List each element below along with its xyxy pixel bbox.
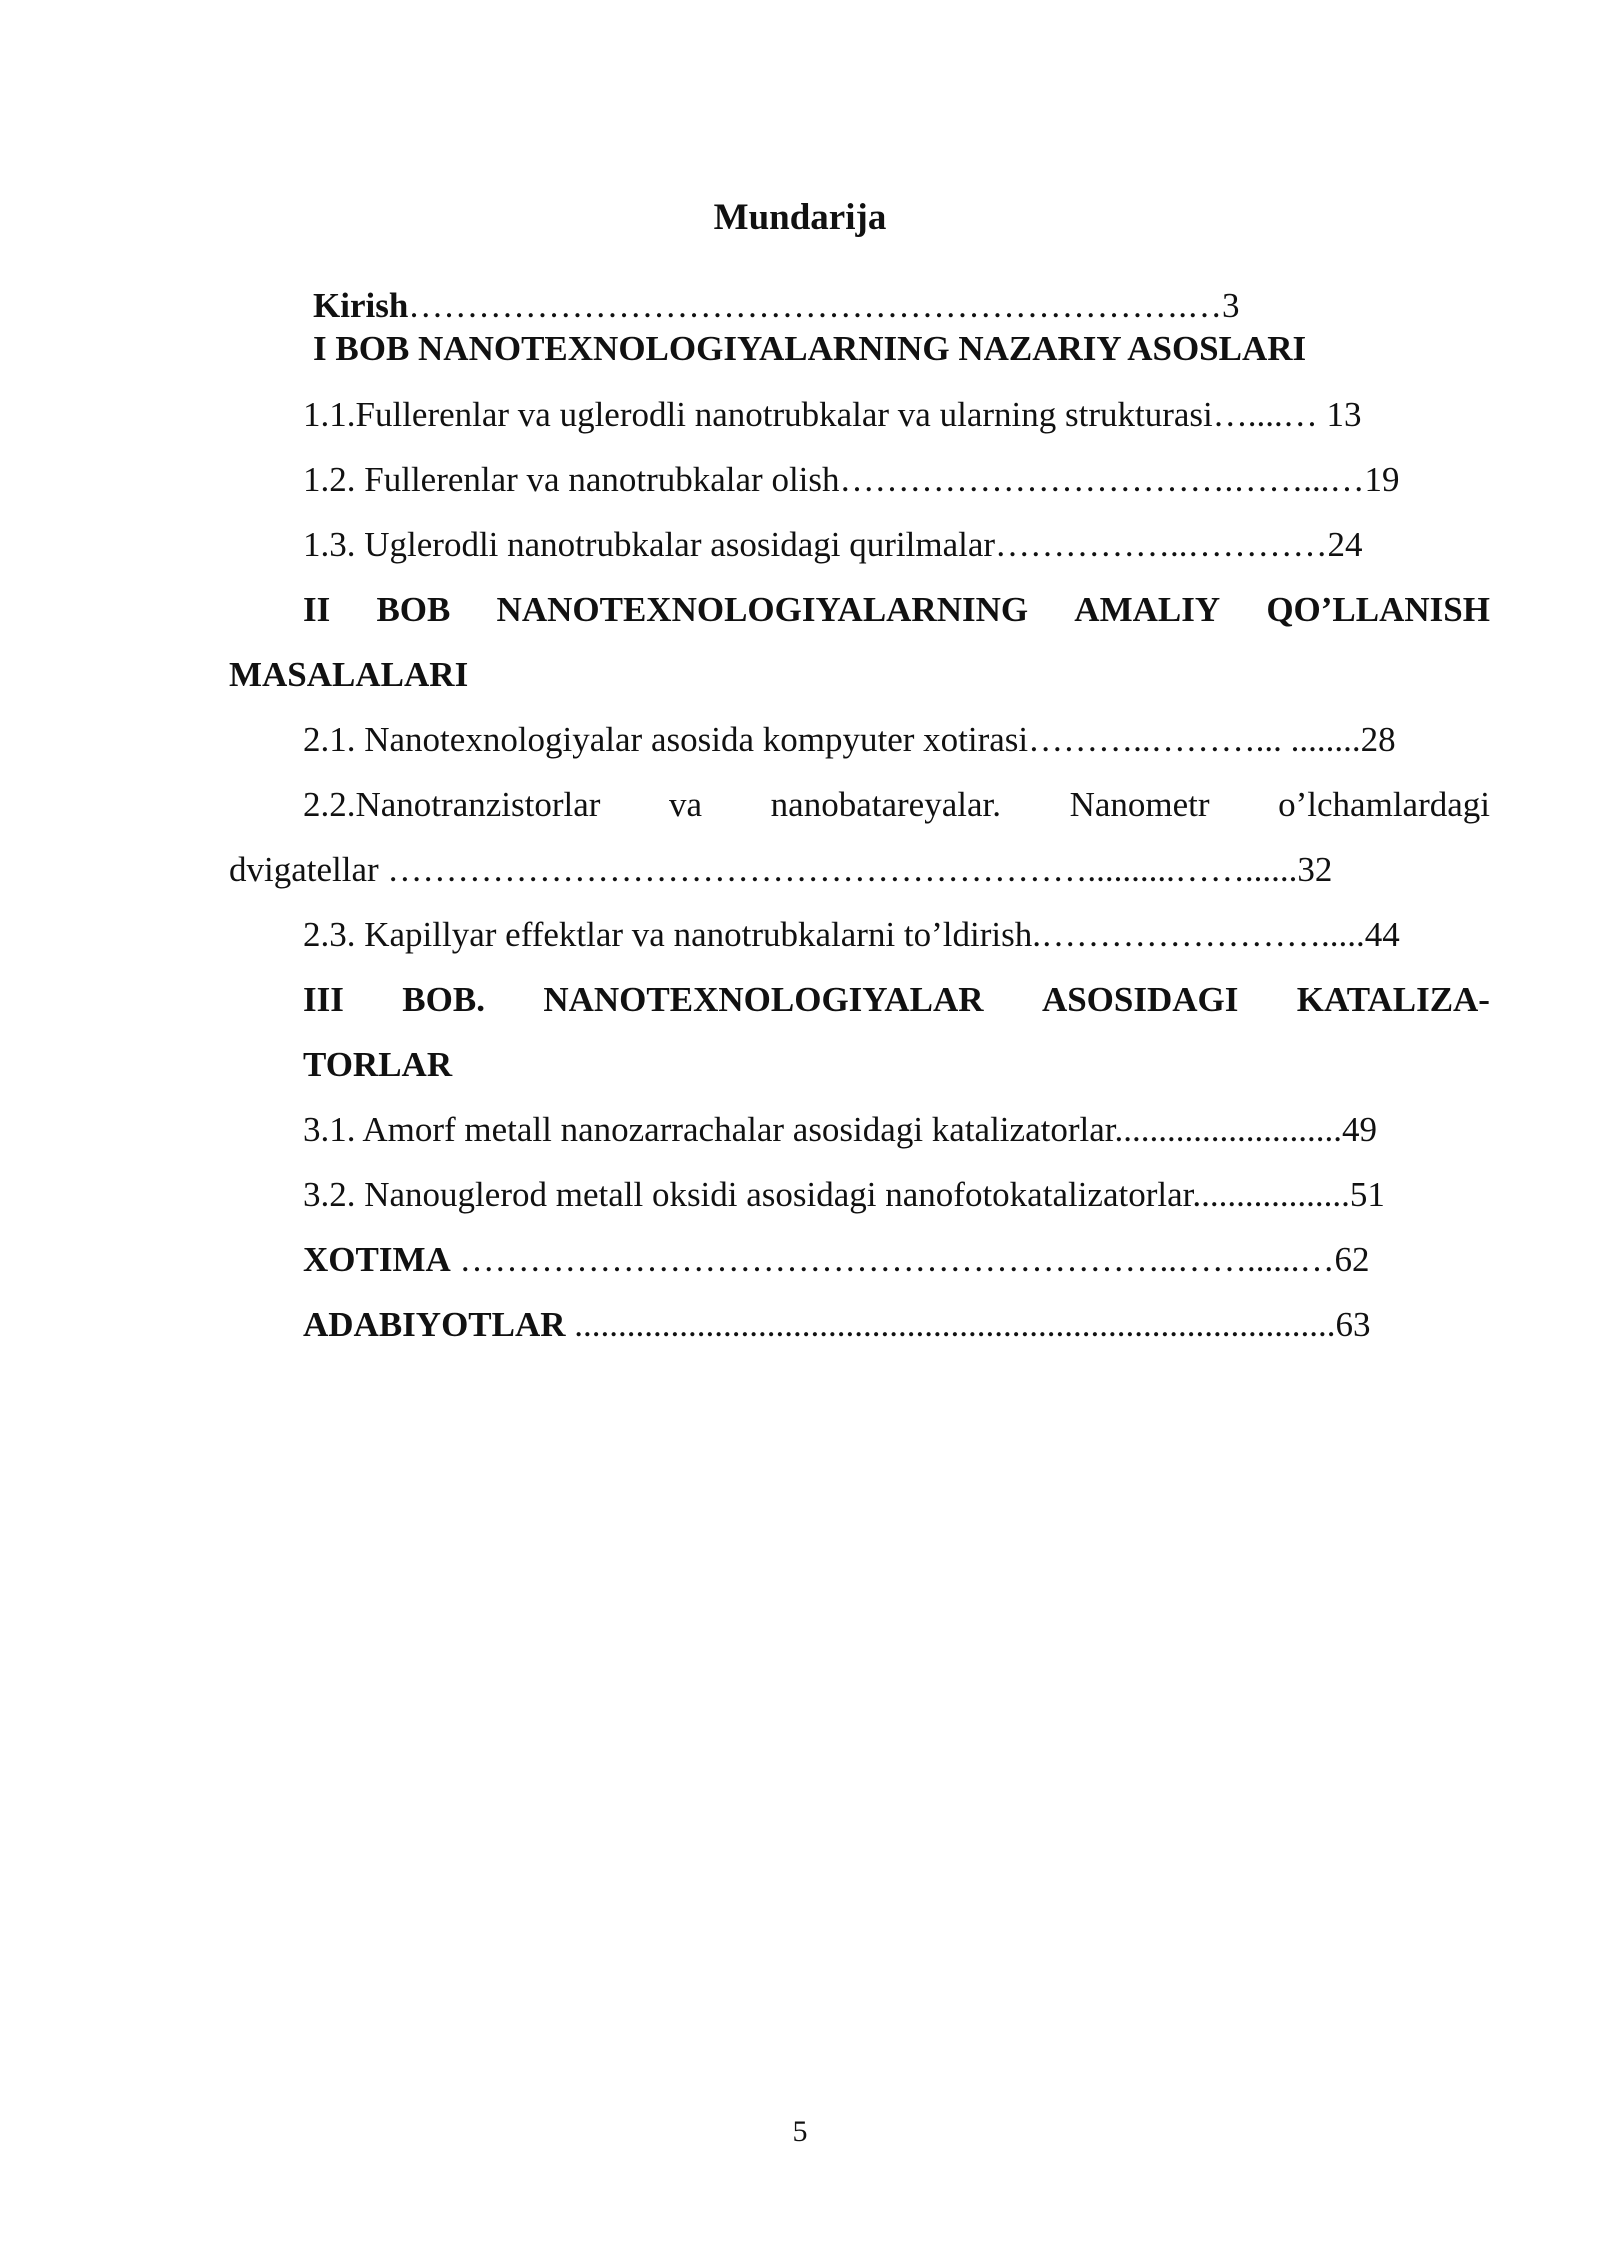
toc-entry-2-3: 2.3. Kapillyar effektlar va nanotrubkalarni to’ldirish.…………………….....44 — [303, 915, 1400, 954]
toc-entry-2-2 — [303, 784, 1490, 826]
entry-word: Nanometr — [1069, 785, 1210, 824]
page-number: 5 — [792, 2115, 808, 2148]
heading-word: BOB — [376, 590, 451, 629]
heading-word: NANOTEXNOLOGIYALARNING — [496, 590, 1029, 629]
toc-chapter-heading-1: I BOB NANOTEXNOLOGIYALARNING NAZARIY ASOSLARI — [313, 329, 1307, 368]
toc-chapter-heading-3 — [303, 979, 1490, 1021]
toc-entry-2-2-continuation: dvigatellar ……………………………………………………..........……......32 — [229, 850, 1333, 889]
heading-word: ASOSIDAGI — [1041, 980, 1239, 1019]
toc-entry-1-2: 1.2. Fullerenlar va nanotrubkalar olish…………………………….……...…19 — [303, 460, 1400, 499]
entry-word: 2.2.Nanotranzistorlar — [303, 785, 601, 824]
heading-word: NANOTEXNOLOGIYALAR — [543, 980, 984, 1019]
heading-word: KATALIZA- — [1296, 980, 1490, 1019]
toc-entry-3-1: 3.1. Amorf metall nanozarrachalar asosidagi katalizatorlar..........................49 — [303, 1110, 1377, 1149]
toc-entry-leader: ……………………………………………………..……......…62 — [450, 1240, 1370, 1279]
toc-entry-leader: .......................................................................................63 — [565, 1305, 1371, 1344]
toc-title: Mundarija — [713, 197, 887, 238]
heading-word: AMALIY — [1074, 590, 1221, 629]
toc-entry-adabiyotlar — [303, 1304, 1371, 1346]
toc-entry-1-1: 1.1.Fullerenlar va uglerodli nanotrubkalar va ularning strukturasi…....… 13 — [303, 395, 1362, 434]
toc-entry-1-3: 1.3. Uglerodli nanotrubkalar asosidagi qurilmalar……………..…………24 — [303, 525, 1363, 564]
toc-chapter-heading-2-continuation: MASALALARI — [229, 655, 469, 694]
toc-entry-xotima — [303, 1239, 1370, 1281]
heading-word: III — [303, 980, 344, 1019]
toc-entry-label: ADABIYOTLAR — [303, 1305, 566, 1344]
heading-word: BOB. — [402, 980, 485, 1019]
toc-entry-3-2: 3.2. Nanouglerod metall oksidi asosidagi nanofotokatalizatorlar..................51 — [303, 1175, 1385, 1214]
entry-word: nanobatareyalar. — [770, 785, 1001, 824]
entry-word: o’lchamlardagi — [1278, 785, 1490, 824]
entry-word: va — [669, 785, 703, 824]
toc-chapter-heading-2 — [303, 589, 1490, 631]
toc-entry-leader: ………………………………………………………….…3 — [408, 286, 1240, 325]
toc-entry-label: Kirish — [313, 286, 409, 325]
toc-entry-label: XOTIMA — [303, 1240, 451, 1279]
toc-entry-2-1: 2.1. Nanotexnologiyalar asosida kompyuter xotirasi………..………... ........28 — [303, 720, 1396, 759]
heading-word: II — [303, 590, 331, 629]
toc-chapter-heading-3-continuation: TORLAR — [303, 1045, 453, 1084]
toc-entry-kirish — [313, 285, 1240, 327]
heading-word: QO’LLANISH — [1266, 590, 1490, 629]
